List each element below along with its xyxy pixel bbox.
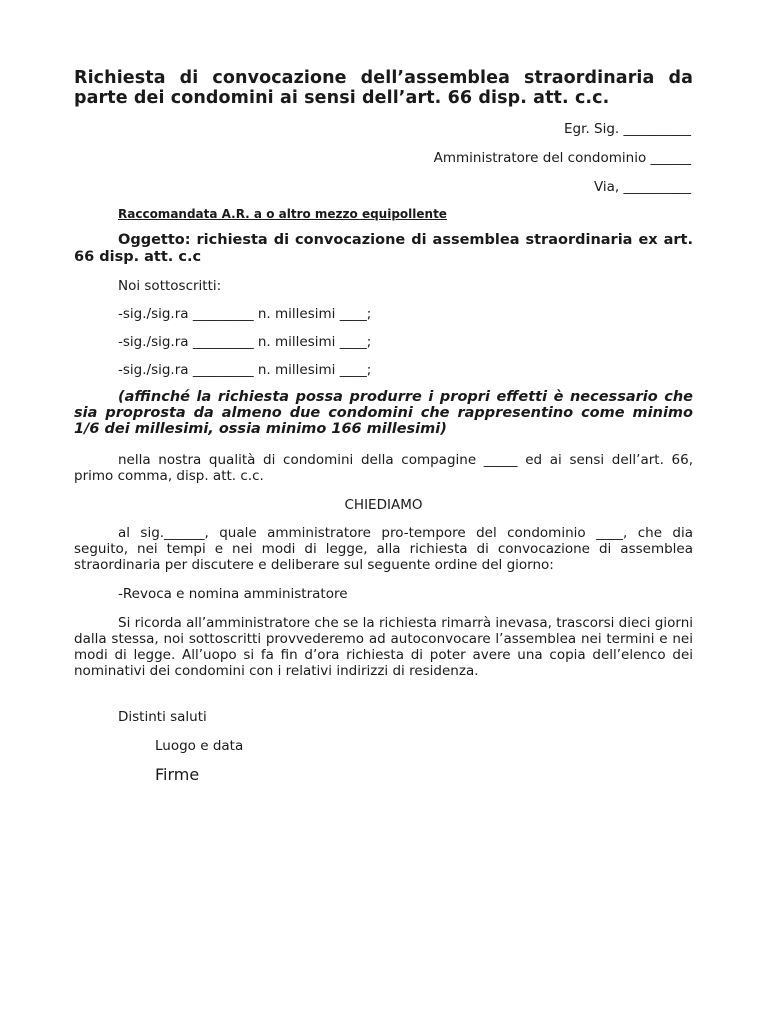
recipient-address: Via, __________	[593, 179, 691, 195]
request-body: al sig.______, quale amministratore pro-tempore del condominio ____, che dia seguito, nei tempi e nei modi di legge, alla richiesta di convocazione di assemblea straordinaria per discutere e deliberare sul seguente ordine del giorno:	[74, 525, 693, 573]
recipient-role: Amministratore del condominio ______	[433, 150, 691, 166]
delivery-method: Raccomandata A.R. a o altro mezzo equipollente	[118, 207, 447, 221]
agenda-item: -Revoca e nomina amministratore	[118, 586, 348, 602]
signatory-line: -sig./sig.ra _________ n. millesimi ____;	[118, 306, 372, 322]
signatory-line: -sig./sig.ra _________ n. millesimi ____;	[118, 362, 372, 378]
validity-note: (affinché la richiesta possa produrre i propri effetti è necessario che sia proprosta da almeno due condomini che rappresentino come minimo 1/6 dei millesimi, ossia minimo 166 millesimi)	[74, 389, 693, 437]
subject-line: Oggetto: richiesta di convocazione di assemblea straordinaria ex art. 66 disp. att. c.c	[74, 232, 693, 265]
undersigned-intro: Noi sottoscritti:	[118, 278, 222, 294]
reminder-paragraph: Si ricorda all’amministratore che se la richiesta rimarrà inevasa, trascorsi dieci giorni dalla stessa, noi sottoscritti provvederemo ad autoconvocare l’assemblea nei termini e nei modi di legge. All’uopo si fa fin d’ora richiesta di poter avere una copia dell’elenco dei nominativi dei condomini con i relativi indirizzi di residenza.	[74, 615, 693, 679]
signatures-label: Firme	[155, 765, 200, 784]
request-heading: CHIEDIAMO	[344, 497, 423, 513]
signatory-line: -sig./sig.ra _________ n. millesimi ____;	[118, 334, 372, 350]
closing-greeting: Distinti saluti	[118, 709, 207, 725]
quality-statement: nella nostra qualità di condomini della compagine _____ ed ai sensi dell’art. 66, primo comma, disp. att. c.c.	[74, 452, 693, 484]
recipient-name: Egr. Sig. __________	[564, 121, 691, 137]
document-page	[74, 0, 693, 1024]
place-date: Luogo e data	[155, 738, 244, 754]
document-title: Richiesta di convocazione dell’assemblea straordinaria da parte dei condomini ai sensi dell’art. 66 disp. att. c.c.	[74, 68, 693, 108]
